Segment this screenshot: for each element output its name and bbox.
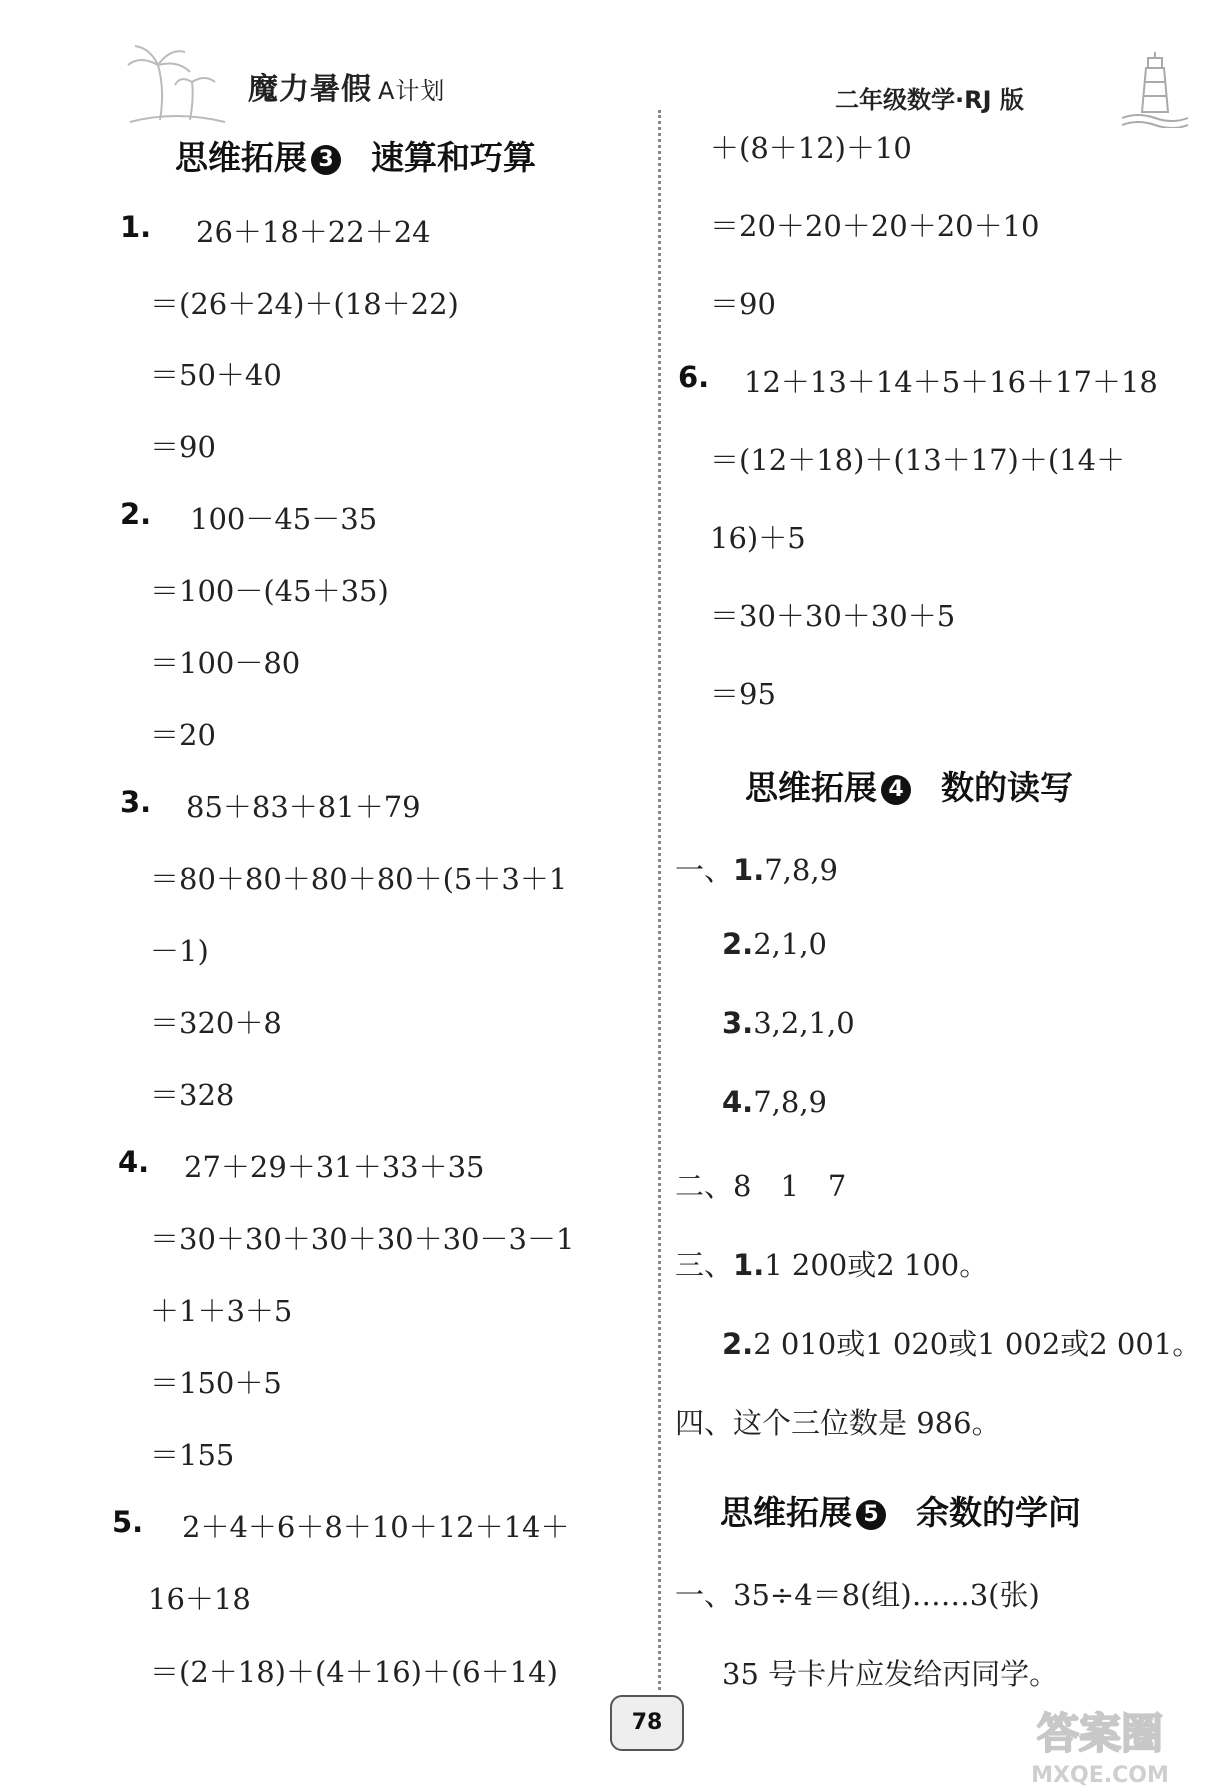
- answer-line: 四、这个三位数是 986。: [675, 1406, 1001, 1440]
- equation-line: 85＋83＋81＋79: [186, 790, 421, 824]
- section-title-topic: 数的读写: [941, 768, 1073, 807]
- equation-line: ＝30＋30＋30＋30＋30－3－1: [150, 1222, 575, 1256]
- answer-text: 7,8,9: [764, 853, 839, 887]
- answer-line: [675, 1164, 846, 1205]
- section-title-topic: 余数的学问: [916, 1493, 1081, 1532]
- equation-line: 100－45－35: [190, 502, 378, 536]
- equation-line: ＝100－80: [150, 646, 301, 680]
- section-number-badge: 5: [856, 1500, 886, 1530]
- answer-text: 3,2,1,0: [753, 1006, 855, 1040]
- equation-line: ＝20: [150, 718, 216, 752]
- answer-line: 35 号卡片应发给丙同学。: [722, 1657, 1059, 1691]
- equation-line: ＝328: [150, 1078, 235, 1112]
- equation-line: 26＋18＋22＋24: [196, 215, 431, 249]
- brand-title: 魔力暑假: [248, 72, 372, 107]
- equation-line: 12＋13＋14＋5＋16＋17＋18: [744, 365, 1158, 399]
- watermark-text: 答案圈: [1036, 1709, 1164, 1758]
- equation-line: ＝100－(45＋35): [150, 574, 389, 608]
- answer-number: 1.: [733, 853, 765, 887]
- watermark-logo: [1000, 1700, 1200, 1790]
- equation-line: ＝95: [710, 677, 776, 711]
- equation-line: ＝20＋20＋20＋20＋10: [710, 209, 1040, 243]
- answer-prefix: 三、: [675, 1248, 734, 1282]
- page-number: 78: [610, 1695, 684, 1751]
- equation-line: ＝90: [710, 287, 776, 321]
- equation-line: ＋(8＋12)＋10: [710, 131, 912, 165]
- answer-number: 2.: [722, 927, 754, 961]
- section-title-text: 思维拓展: [175, 138, 307, 177]
- watermark-url: MXQE.COM: [1031, 1763, 1169, 1788]
- equation-line: ＝(2＋18)＋(4＋16)＋(6＋14): [150, 1655, 558, 1689]
- equation-line: 27＋29＋31＋33＋35: [184, 1150, 485, 1184]
- section-number-badge: 3: [311, 145, 341, 175]
- answer-text: 1 200或2 100。: [764, 1248, 989, 1282]
- equation-line: ＝155: [150, 1438, 235, 1472]
- question-number: 3.: [120, 785, 152, 819]
- equation-line: 2＋4＋6＋8＋10＋12＋14＋: [182, 1510, 570, 1544]
- equation-line: ＝(26＋24)＋(18＋22): [150, 287, 459, 321]
- answer-text: 2,1,0: [753, 927, 827, 961]
- answer-prefix: 一、: [675, 853, 734, 887]
- brand-subtitle: A计划: [378, 77, 446, 105]
- section-title-text: 思维拓展: [745, 768, 877, 807]
- equation-line: ＝150＋5: [150, 1366, 282, 1400]
- section-number-badge: 4: [881, 775, 911, 805]
- section-title-5: [720, 1487, 1081, 1534]
- equation-line: 16＋18: [148, 1582, 251, 1616]
- answer-prefix: 二、: [675, 1169, 734, 1203]
- answer-line: [722, 1085, 827, 1119]
- equation-line: ＝320＋8: [150, 1006, 282, 1040]
- question-number: 1.: [120, 210, 152, 244]
- answer-number: 3.: [722, 1006, 754, 1040]
- lighthouse-icon: [1120, 50, 1190, 128]
- answer-line: [722, 927, 827, 961]
- answer-text: 7,8,9: [753, 1085, 827, 1119]
- answer-line: [675, 848, 838, 889]
- question-number: 4.: [118, 1145, 150, 1179]
- equation-line: ＋1＋3＋5: [150, 1294, 293, 1328]
- answer-number: 1.: [733, 1248, 765, 1282]
- palm-tree-icon: [120, 40, 230, 125]
- question-number: 2.: [120, 497, 152, 531]
- answer-line: [722, 1322, 1201, 1363]
- equation-line: ＝80＋80＋80＋80＋(5＋3＋1: [150, 862, 568, 896]
- equation-line: ＝(12＋18)＋(13＋17)＋(14＋: [710, 443, 1126, 477]
- answer-number: 2.: [722, 1327, 754, 1361]
- question-number: 5.: [112, 1505, 144, 1539]
- section-title-text: 思维拓展: [720, 1493, 852, 1532]
- answer-line: 一、35÷4＝8(组)……3(张): [675, 1578, 1040, 1612]
- equation-line: 16)＋5: [710, 521, 806, 555]
- section-title-3: [175, 132, 536, 179]
- section-title-4: [745, 762, 1073, 809]
- section-title-topic: 速算和巧算: [371, 138, 536, 177]
- equation-line: －1): [150, 934, 209, 968]
- equation-line: ＝50＋40: [150, 358, 282, 392]
- equation-line: ＝90: [150, 430, 216, 464]
- brand-logo: [248, 64, 445, 108]
- answer-text: 2 010或1 020或1 002或2 001。: [753, 1327, 1202, 1361]
- column-divider: [658, 110, 661, 1690]
- answer-number: 4.: [722, 1085, 754, 1119]
- answer-line: [675, 1243, 988, 1284]
- subject-label: 二年级数学·RJ 版: [835, 86, 1024, 114]
- question-number: 6.: [678, 360, 710, 394]
- answer-line: [722, 1006, 855, 1040]
- equation-line: ＝30＋30＋30＋5: [710, 599, 956, 633]
- answer-text: 8 1 7: [733, 1169, 847, 1203]
